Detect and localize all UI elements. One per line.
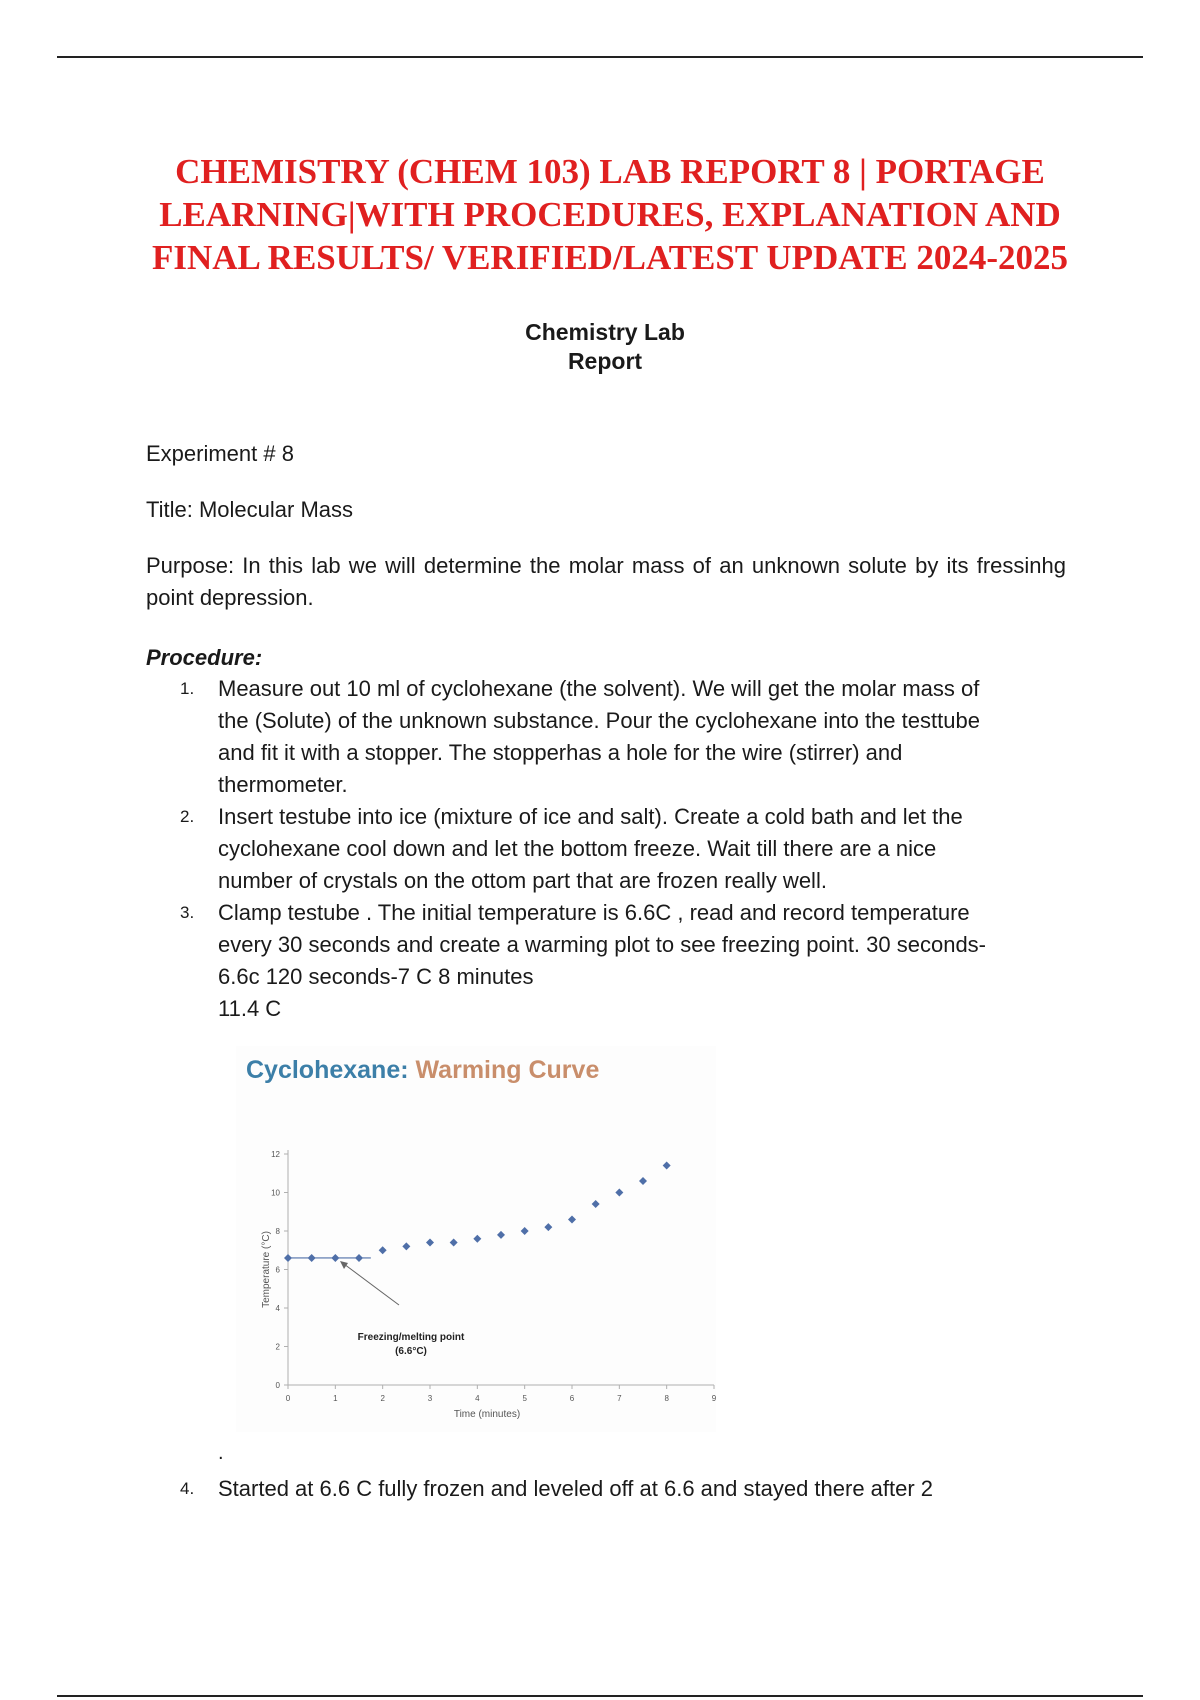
subtitle-line-1: Chemistry Lab xyxy=(525,319,685,345)
x-tick-label: 2 xyxy=(380,1394,385,1403)
data-point xyxy=(308,1254,316,1262)
procedure-step-4 xyxy=(146,1473,1076,1505)
data-point xyxy=(592,1200,600,1208)
procedure-steps xyxy=(146,673,1076,1025)
chart-title-part-1: Cyclohexane: xyxy=(246,1056,409,1084)
document-title xyxy=(80,150,1140,279)
step-line: Measure out 10 ml of cyclohexane (the solvent). We will get the molar mass of xyxy=(218,676,980,701)
data-point xyxy=(568,1215,576,1223)
step-number: 4. xyxy=(180,1479,195,1498)
warming-curve-chart xyxy=(236,1046,716,1432)
step-line: and fit it with a stopper. The stopperhas a hole for the wire (stirrer) and xyxy=(218,740,903,765)
step-line: the (Solute) of the unknown substance. Pour the cyclohexane into the testtube xyxy=(218,708,980,733)
data-point xyxy=(284,1254,292,1262)
procedure-steps-continued xyxy=(146,1473,1076,1505)
x-tick-label: 0 xyxy=(285,1394,291,1403)
bottom-rule xyxy=(57,1695,1143,1697)
y-tick-label: 0 xyxy=(275,1381,280,1390)
step-line: thermometer. xyxy=(218,772,348,797)
data-point xyxy=(450,1239,458,1247)
step-line: Insert testube into ice (mixture of ice and salt). Create a cold bath and let the xyxy=(218,804,963,829)
data-point xyxy=(497,1231,505,1239)
data-point xyxy=(521,1227,529,1235)
data-point xyxy=(473,1235,481,1243)
y-tick-label: 12 xyxy=(271,1150,280,1159)
annotation-arrowhead xyxy=(340,1261,348,1269)
procedure-step-1 xyxy=(146,673,1076,801)
y-tick-label: 10 xyxy=(271,1188,280,1198)
data-point xyxy=(544,1223,552,1231)
x-tick-label: 3 xyxy=(427,1394,433,1403)
x-tick-label: 7 xyxy=(617,1394,622,1403)
step-line: cyclohexane cool down and let the bottom freeze. Wait till there are a nice xyxy=(218,836,937,861)
experiment-title: Title: Molecular Mass xyxy=(146,497,354,522)
annotation-value: (6.6°C) xyxy=(395,1346,427,1357)
y-axis-label: Temperature (°C) xyxy=(261,1231,272,1308)
step-line: number of crystals on the ottom part that are frozen really well. xyxy=(218,868,827,893)
annotation-label: Freezing/melting point xyxy=(357,1332,465,1343)
chart-title-part-2: Warming Curve xyxy=(415,1056,600,1084)
x-tick-label: 1 xyxy=(333,1394,338,1403)
x-tick-label: 5 xyxy=(522,1394,527,1403)
data-point xyxy=(639,1177,647,1185)
step-line: 11.4 C xyxy=(218,996,282,1021)
x-axis-label: Time (minutes) xyxy=(453,1409,521,1420)
y-tick-label: 6 xyxy=(275,1265,280,1275)
chart-plot-area xyxy=(236,1046,716,1432)
procedure-step-2 xyxy=(146,801,1076,897)
title-line-2: LEARNING|WITH PROCEDURES, EXPLANATION AND xyxy=(159,195,1061,234)
data-point xyxy=(379,1246,387,1254)
x-tick-label: 4 xyxy=(475,1394,480,1403)
step-line: Started at 6.6 C fully frozen and leveled off at 6.6 and stayed there after 2 xyxy=(218,1476,934,1501)
x-tick-label: 8 xyxy=(664,1394,669,1403)
data-point xyxy=(426,1239,434,1247)
procedure-heading: Procedure: xyxy=(146,645,263,670)
x-tick-label: 6 xyxy=(569,1394,575,1403)
experiment-number: Experiment # 8 xyxy=(146,441,294,466)
data-point xyxy=(355,1254,363,1262)
step-number: 3. xyxy=(180,903,195,922)
stray-period: . xyxy=(218,1442,224,1464)
title-line-1: CHEMISTRY (CHEM 103) LAB REPORT 8 | PORTAGE xyxy=(175,152,1045,191)
subtitle-line-2: Report xyxy=(567,348,643,374)
purpose-paragraph: Purpose: In this lab we will determine the molar mass of an unknown solute by its fressinhg point depression. xyxy=(146,553,1066,610)
y-tick-label: 4 xyxy=(275,1304,280,1313)
report-subtitle xyxy=(405,318,805,376)
data-point xyxy=(402,1242,410,1250)
step-number: 1. xyxy=(180,679,195,698)
data-point xyxy=(663,1162,671,1170)
top-rule xyxy=(57,56,1143,58)
data-point xyxy=(331,1254,339,1262)
step-line: Clamp testube . The initial temperature is 6.6C , read and record temperature xyxy=(218,900,970,925)
data-point xyxy=(615,1189,623,1197)
step-number: 2. xyxy=(180,807,195,826)
step-line: every 30 seconds and create a warming plot to see freezing point. 30 seconds- xyxy=(218,932,987,957)
x-tick-label: 9 xyxy=(711,1394,716,1403)
step-line: 6.6c 120 seconds-7 C 8 minutes xyxy=(218,964,534,989)
procedure-step-3 xyxy=(146,897,1076,1025)
title-line-3: FINAL RESULTS/ VERIFIED/LATEST UPDATE 2024-2025 xyxy=(151,238,1069,277)
y-tick-label: 8 xyxy=(275,1227,280,1236)
annotation-arrow xyxy=(344,1264,399,1305)
y-tick-label: 2 xyxy=(275,1342,280,1352)
